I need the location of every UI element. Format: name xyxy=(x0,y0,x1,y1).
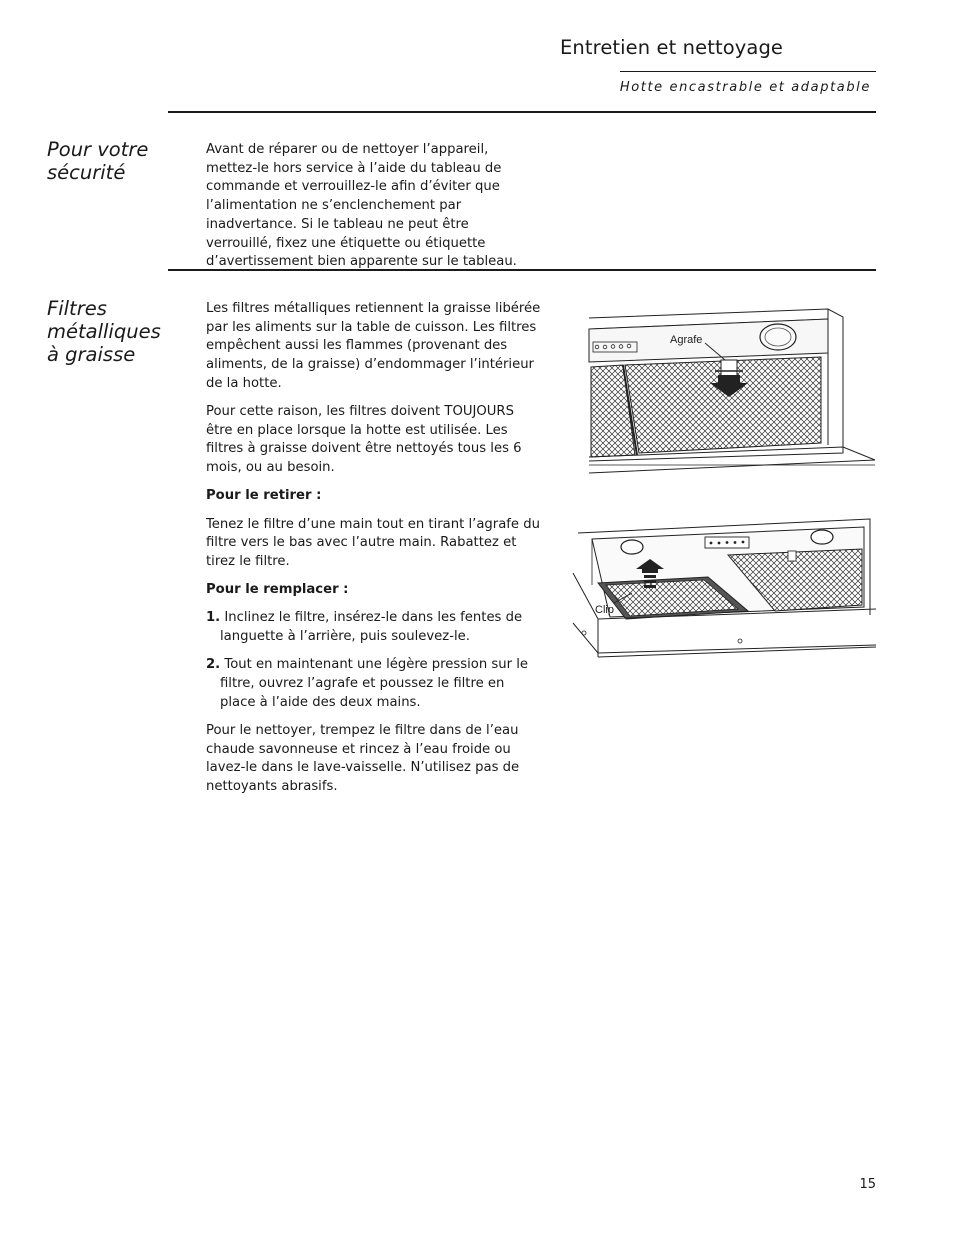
page-title: Entretien et nettoyage xyxy=(560,36,784,59)
header-rule xyxy=(620,71,876,72)
filter-removal-illustration xyxy=(585,305,880,477)
filters-warning: Pour cette raison, les filtres doivent TOUJOURS être en place lorsque la hotte est utilisée. Les filtres à graisse doivent être nettoyés tous les 6 mois, ou au besoin. xyxy=(206,404,522,476)
step-text: Inclinez le filtre, insérez-le dans les fentes de languette à l’arrière, puis soulevez-le. xyxy=(220,610,523,645)
replace-heading: Pour le remplacer : xyxy=(206,582,349,598)
step-number: 1. xyxy=(206,610,221,626)
fig2-callout: Clip xyxy=(595,604,614,616)
section-divider xyxy=(168,111,876,113)
filters-heading-line: à graisse xyxy=(47,343,136,366)
filters-heading-line: Filtres xyxy=(47,297,107,320)
page-number: 15 xyxy=(859,1177,876,1192)
filter-replacement-illustration xyxy=(570,515,880,660)
clean-text: Pour le nettoyer, trempez le filtre dans de l’eau chaude savonneuse et rincez à l’eau froide ou lavez-le dans le lave-vaisselle. N’utilisez pas de nettoyants abrasifs. xyxy=(206,722,520,794)
step-number: 2. xyxy=(206,657,221,673)
step-item xyxy=(206,656,541,712)
filters-text-block xyxy=(206,300,541,806)
safety-text-block xyxy=(206,141,531,281)
fig1-callout: Agrafe xyxy=(670,334,703,346)
safety-heading xyxy=(47,138,177,184)
filters-intro: Les filtres métalliques retiennent la graisse libérée par les aliments sur la table de cuisson. Les filtres empêchent aussi les flammes (provenant des aliments, de la graisse) d’endommager l’intérieur de la hotte. xyxy=(206,301,541,391)
remove-text: Tenez le filtre d’une main tout en tirant l’agrafe du filtre vers le bas avec l’autre main. Rabattez et tirez le filtre. xyxy=(206,516,540,569)
step-text: Tout en maintenant une légère pression sur le filtre, ouvrez l’agrafe et poussez le filtre en place à l’aide des deux mains. xyxy=(220,657,529,710)
safety-heading-line: sécurité xyxy=(47,161,126,184)
safety-heading-line: Pour votre xyxy=(47,138,149,161)
step-item xyxy=(206,609,541,646)
safety-text: Avant de réparer ou de nettoyer l’appareil, mettez-le hors service à l’aide du tableau de commande et verrouillez-le afin d’éviter que l’alimentation ne s’enclenchement par inadvertance. Si le tableau ne peut être verrouillé, fixez une étiquette ou étiquette d’avertissement bien apparente sur le tableau. xyxy=(206,142,517,270)
section-divider xyxy=(168,269,876,271)
remove-heading: Pour le retirer : xyxy=(206,488,322,504)
filters-heading xyxy=(47,297,177,366)
filters-heading-line: métalliques xyxy=(47,320,161,343)
page-subtitle: Hotte encastrable et adaptable xyxy=(619,80,871,95)
